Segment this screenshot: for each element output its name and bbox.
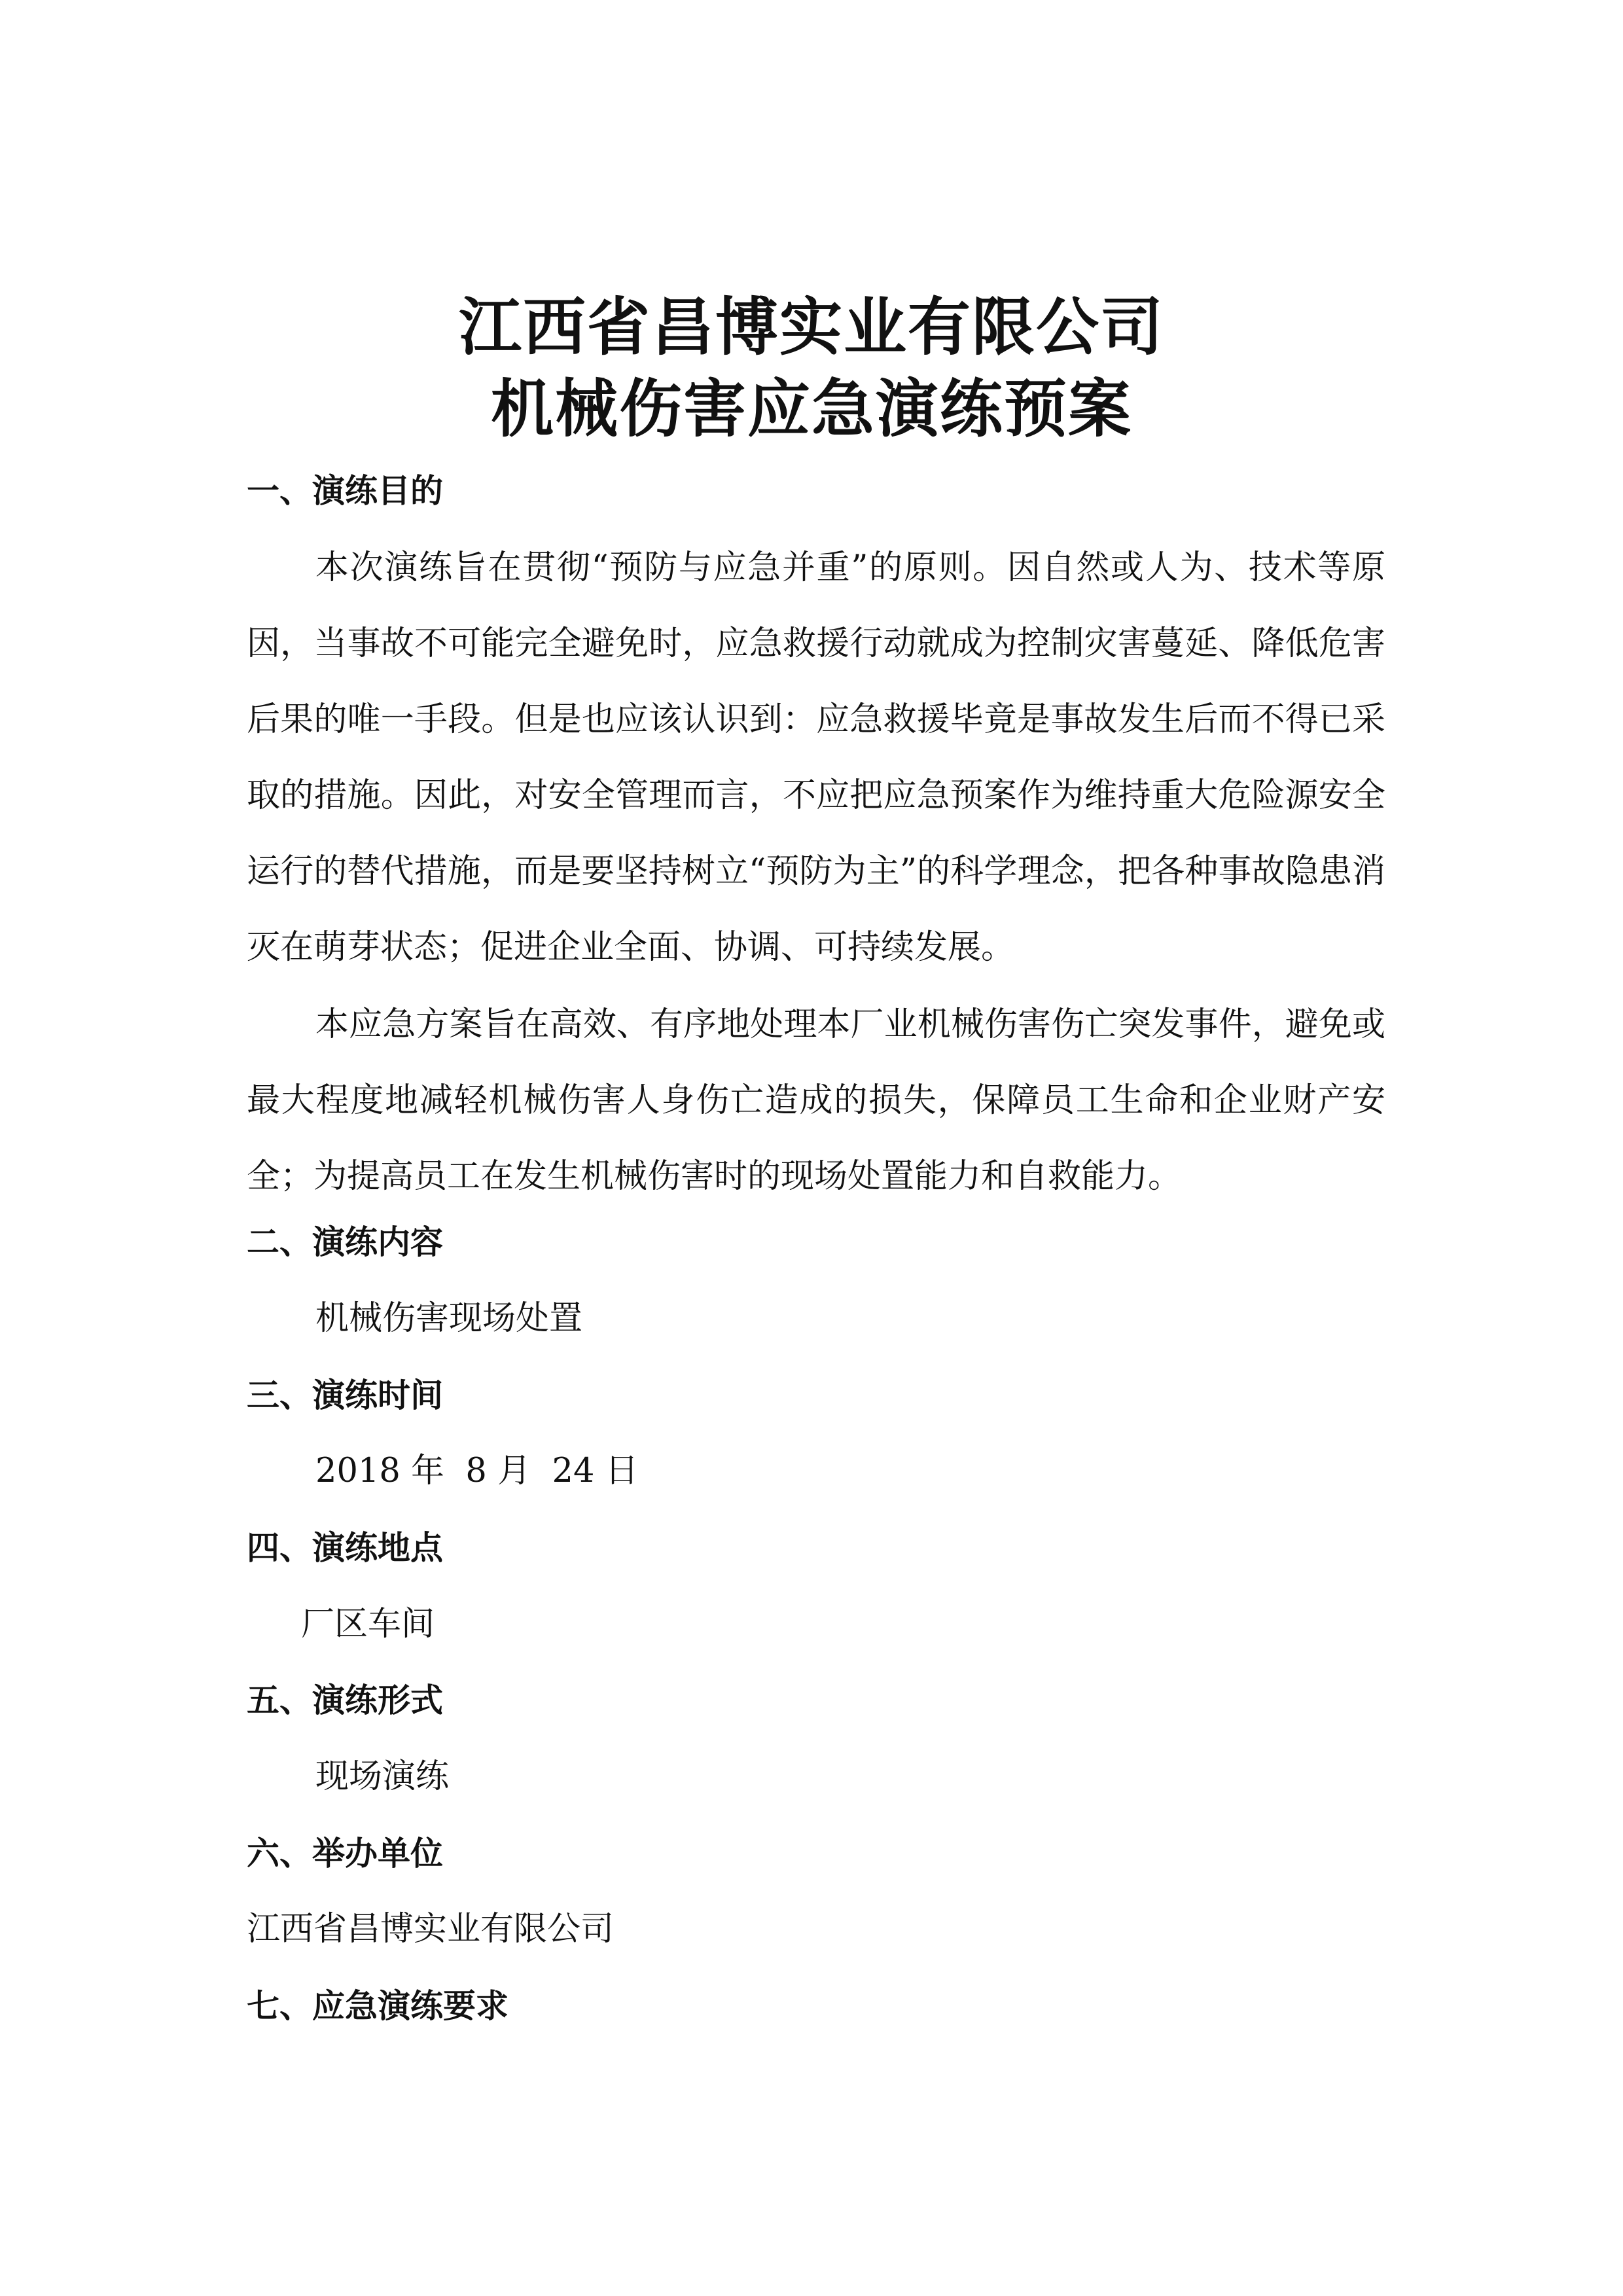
form-text: 现场演练 xyxy=(315,1757,450,1796)
document-title-line2: 机械伤害应急演练预案 xyxy=(491,372,1132,446)
section-heading-content: 二、演练内容 xyxy=(247,1223,443,1261)
document-title-line1: 江西省昌博实业有限公司 xyxy=(459,291,1164,364)
section-heading-time: 三、演练时间 xyxy=(247,1376,443,1414)
content-text: 机械伤害现场处置 xyxy=(315,1299,583,1338)
organizer-text: 江西省昌博实业有限公司 xyxy=(247,1910,615,1948)
section-heading-purpose: 一、演练目的 xyxy=(247,472,443,510)
section-heading-location: 四、演练地点 xyxy=(247,1529,443,1567)
purpose-paragraph-1: 本次演练旨在贯彻“预防与应急并重”的原则。因自然或人为、技术等原因，当事故不可能完全避免时，应急救援行动就成为控制灾害蔓延、降低危害后果的唯一手段。但是也应该认识到：应急救援毕竟是事故发生后而不得已采取的措施。因此，对安全管理而言，不应把应急预案作为维持重大危险源安全运行的替代措施，而是要坚持树立“预防为主”的科学理念，把各种事故隐患消灭在萌芽状态；促进企业全面、协调、可持续发展。 xyxy=(247,548,1385,967)
section-heading-organizer: 六、举办单位 xyxy=(247,1835,443,1873)
location-text: 厂区车间 xyxy=(301,1605,435,1643)
purpose-paragraph-2: 本应急方案旨在高效、有序地处理本厂业机械伤害伤亡突发事件，避免或最大程度地减轻机械伤害人身伤亡造成的损失，保障员工生命和企业财产安全；为提高员工在发生机械伤害时的现场处置能力和自救能力。 xyxy=(247,1005,1385,1196)
drill-date: 2018 年 8 月 24 日 xyxy=(315,1452,639,1490)
section-heading-requirements: 七、应急演练要求 xyxy=(247,1987,508,2025)
section-heading-form: 五、演练形式 xyxy=(247,1681,443,1719)
